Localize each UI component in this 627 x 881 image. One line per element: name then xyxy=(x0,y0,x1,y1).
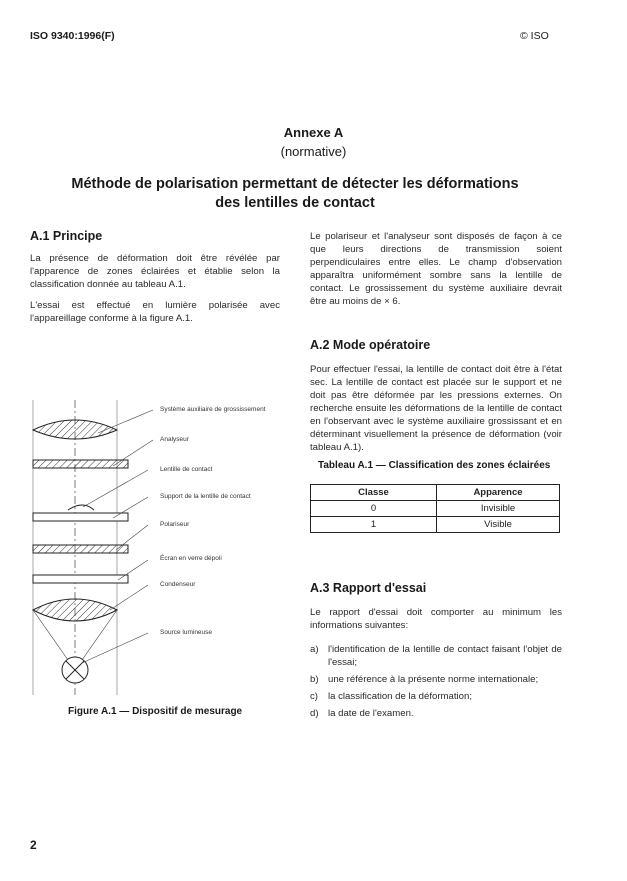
table-row xyxy=(311,517,560,533)
list-item-text: une référence à la présente norme internationale; xyxy=(328,674,539,685)
section-a1-text xyxy=(30,252,280,325)
page-title xyxy=(0,175,590,213)
label-ground-glass: Écran en verre dépoli xyxy=(160,555,222,562)
section-a3-intro: Le rapport d'essai doit comporter au minimum les informations suivantes: xyxy=(310,607,562,631)
column-header-classe: Classe xyxy=(311,485,437,501)
table-caption: Tableau A.1 — Classification des zones éclairées xyxy=(318,460,551,471)
list-item xyxy=(310,707,562,720)
figure-caption: Figure A.1 — Dispositif de mesurage xyxy=(68,706,243,717)
label-condenser: Condenseur xyxy=(160,581,196,588)
section-a3-heading: A.3 Rapport d'essai xyxy=(310,581,427,595)
list-item-text: la date de l'examen. xyxy=(328,708,414,719)
contact-lens xyxy=(68,505,94,510)
list-item-text: l'identification de la lentille de contact faisant l'objet de l'essai; xyxy=(328,644,562,668)
list-item xyxy=(310,673,562,686)
measuring-apparatus-diagram xyxy=(28,400,298,700)
column-header-apparence: Apparence xyxy=(437,485,560,501)
list-marker: a) xyxy=(310,644,319,655)
report-requirements-list xyxy=(310,643,562,724)
section-a1-heading: A.1 Principe xyxy=(30,229,103,243)
list-marker: b) xyxy=(310,674,319,685)
section-a2-heading: A.2 Mode opératoire xyxy=(310,338,431,352)
polariser-plate xyxy=(33,545,128,553)
copyright-mark: © ISO xyxy=(520,30,549,42)
table-row xyxy=(311,501,560,517)
table-cell: 0 xyxy=(311,501,437,517)
list-item xyxy=(310,690,562,703)
classification-table xyxy=(310,484,560,533)
lens-support xyxy=(33,513,128,521)
right-intro-paragraph: Le polariseur et l'analyseur sont disposés de façon à ce que leurs directions de transmission soient perpendiculaires entre elles. Le champ d'observation apparaîtra uniformément sombre sans la lentille de contact. Le grossissement du système auxiliaire devrait être au moins de × 6. xyxy=(310,231,562,307)
label-lens-support: Support de la lentille de contact xyxy=(160,493,251,500)
label-polariser: Polariseur xyxy=(160,521,190,528)
table-header-row xyxy=(311,485,560,501)
list-item-text: la classification de la déformation; xyxy=(328,691,472,702)
section-a1-paragraph-2: L'essai est effectué en lumière polarisée avec l'appareillage conforme à la figure A.1. xyxy=(30,300,280,324)
label-contact-lens: Lentille de contact xyxy=(160,466,213,473)
page-title-line-1: Méthode de polarisation permettant de détecter les déformations xyxy=(71,176,519,192)
condenser-lens xyxy=(33,599,117,621)
ground-glass-screen xyxy=(33,575,128,583)
label-analyser: Analyseur xyxy=(160,436,189,443)
table-cell: Invisible xyxy=(437,501,560,517)
analyser-plate xyxy=(33,460,128,468)
label-light-source: Source lumineuse xyxy=(160,629,213,636)
page-title-line-2: des lentilles de contact xyxy=(215,195,375,211)
annex-subtitle: (normative) xyxy=(280,144,347,159)
document-reference: ISO 9340:1996(F) xyxy=(30,30,115,42)
table-cell: Visible xyxy=(437,517,560,533)
section-a2-paragraph: Pour effectuer l'essai, la lentille de contact doit être à l'état sec. La lentille de contact est placée sur le support et ne doit pas être déformée par les pressions externes. On recherche ensuite les déformations de la lentille de contact en l'observant avec le système auxiliaire grossissant et en déterminant visuellement la présence de déformation (voir tableau A.1). xyxy=(310,364,562,453)
list-item xyxy=(310,643,562,669)
section-a1-paragraph-1: La présence de déformation doit être révélée par l'apparence de zones éclairées et établie selon la classification donnée au tableau A.1. xyxy=(30,253,280,290)
annex-title: Annexe A xyxy=(283,125,344,140)
table-cell: 1 xyxy=(311,517,437,533)
list-marker: d) xyxy=(310,708,319,719)
list-marker: c) xyxy=(310,691,318,702)
page-number: 2 xyxy=(30,838,37,852)
label-magnifier: Système auxiliaire de grossissement xyxy=(160,406,266,413)
magnifier-lens xyxy=(33,420,117,439)
